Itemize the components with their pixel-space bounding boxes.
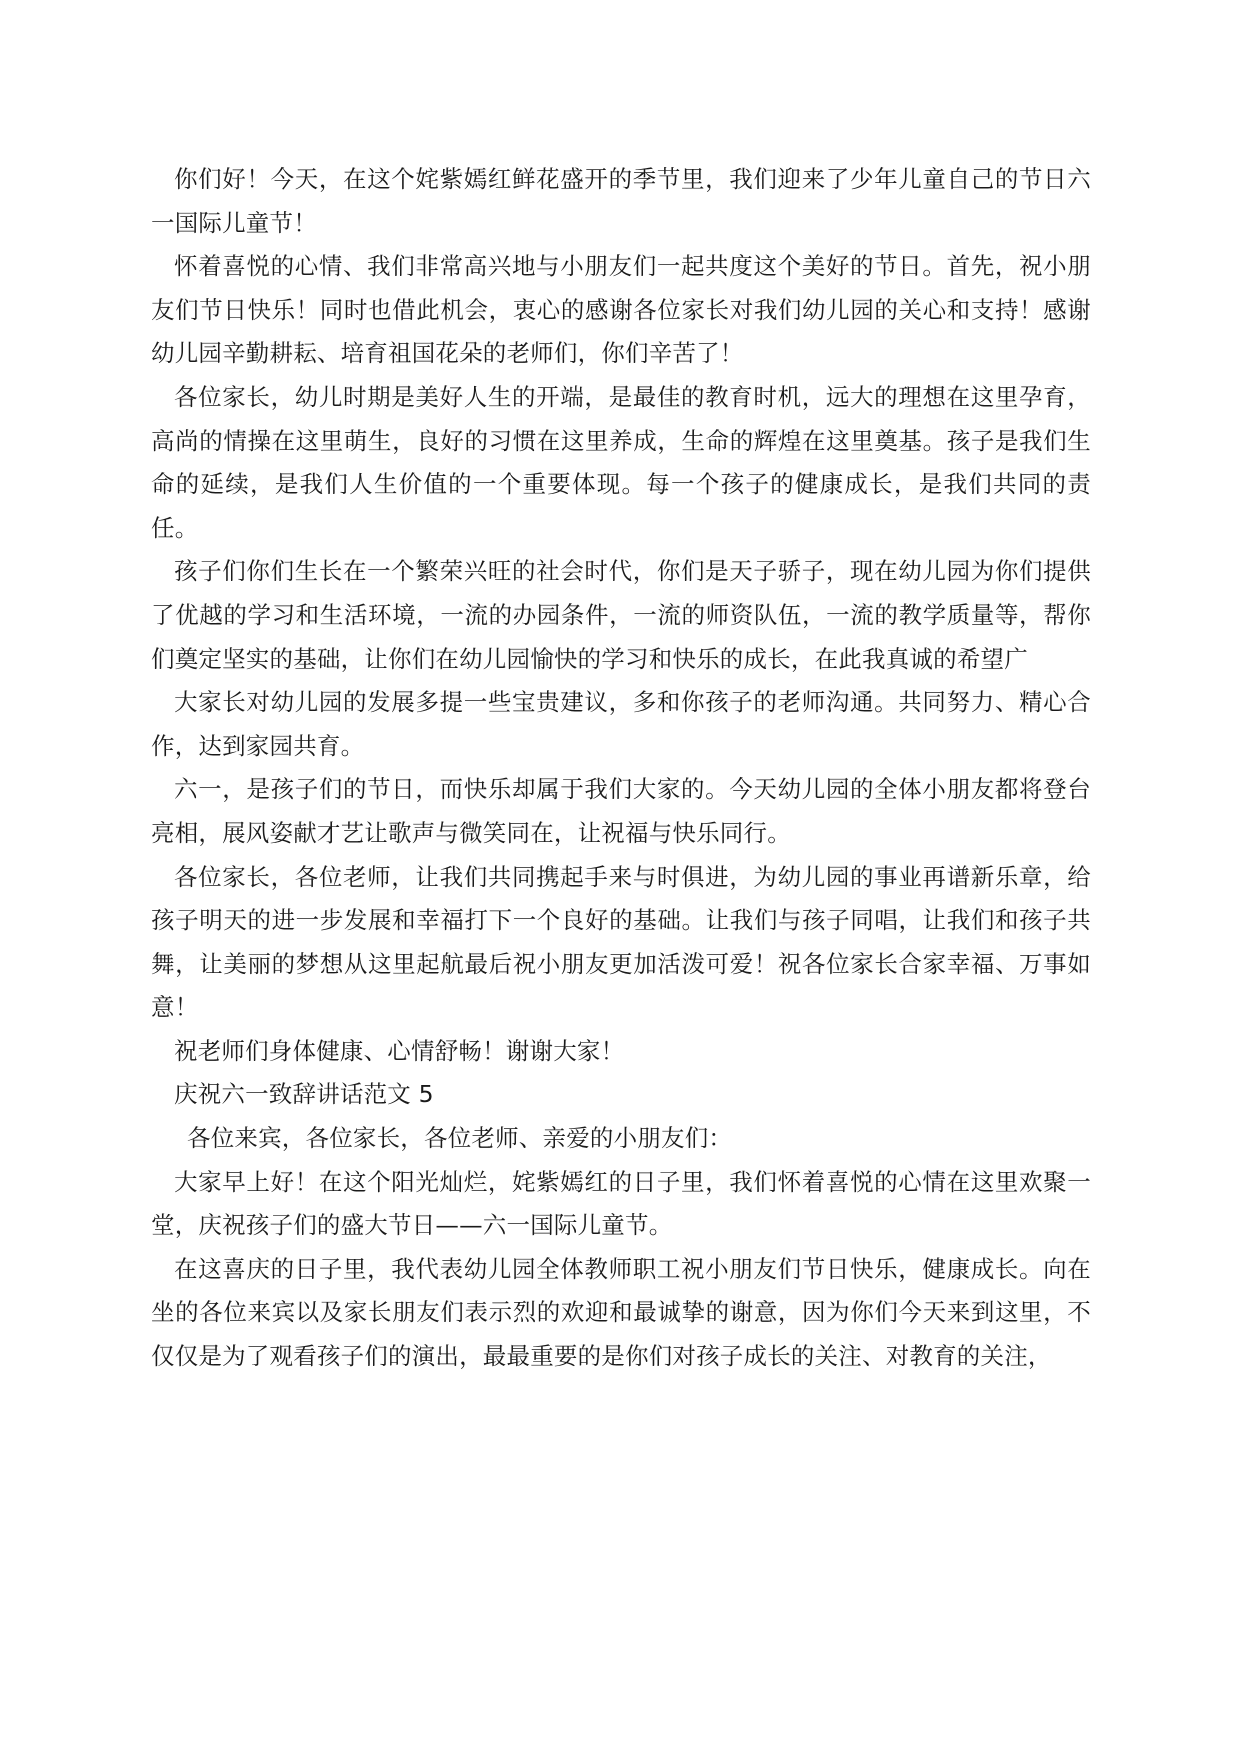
section-heading: 庆祝六一致辞讲话范文 5 bbox=[174, 1080, 434, 1109]
paragraph-welcome: 在这喜庆的日子里，我代表幼儿园全体教师职工祝小朋友们节日快乐，健康成长。向在坐的各位来宾以及家长朋友们表示烈的欢迎和最诚挚的谢意，因为你们今天来到这里，不仅仅是为了观看孩子们的演出，最最重要的是你们对孩子成长的关注、对教育的关注， bbox=[151, 1254, 1091, 1371]
paragraph-thanks: 祝老师们身体健康、心情舒畅！谢谢大家！ bbox=[174, 1036, 625, 1065]
paragraph-suggestions: 大家长对幼儿园的发展多提一些宝贵建议，多和你孩子的老师沟通。共同努力、精心合作，达到家园共育。 bbox=[151, 688, 1091, 760]
paragraph-salutation: 各位来宾，各位家长，各位老师、亲爱的小朋友们： bbox=[187, 1124, 733, 1153]
paragraph-call-to-action: 各位家长，各位老师，让我们共同携起手来与时俱进，为幼儿园的事业再谱新乐章，给孩子明天的进一步发展和幸福打下一个良好的基础。让我们与孩子同唱，让我们和孩子共舞，让美丽的梦想从这里起航最后祝小朋友更加活泼可爱！祝各位家长合家幸福、万事如意！ bbox=[151, 862, 1091, 1022]
paragraph-festival: 六一，是孩子们的节日，而快乐却属于我们大家的。今天幼儿园的全体小朋友都将登台亮相，展风姿献才艺让歌声与微笑同在，让祝福与快乐同行。 bbox=[151, 775, 1091, 847]
paragraph-greeting: 你们好！今天，在这个姹紫嫣红鲜花盛开的季节里，我们迎来了少年儿童自己的节日六一国际儿童节！ bbox=[151, 165, 1091, 237]
paragraph-joy: 怀着喜悦的心情、我们非常高兴地与小朋友们一起共度这个美好的节日。首先，祝小朋友们节日快乐！同时也借此机会，衷心的感谢各位家长对我们幼儿园的关心和支持！感谢幼儿园辛勤耕耘、培育祖国花朵的老师们，你们辛苦了！ bbox=[151, 252, 1091, 368]
paragraph-children: 孩子们你们生长在一个繁荣兴旺的社会时代，你们是天子骄子，现在幼儿园为你们提供了优越的学习和生活环境，一流的办园条件，一流的师资队伍，一流的教学质量等，帮你们奠定坚实的基础，让你们在幼儿园愉快的学习和快乐的成长，在此我真诚的希望广 bbox=[151, 557, 1091, 673]
paragraph-parents: 各位家长，幼儿时期是美好人生的开端，是最佳的教育时机，远大的理想在这里孕育，高尚的情操在这里萌生，良好的习惯在这里养成，生命的辉煌在这里奠基。孩子是我们生命的延续，是我们人生价值的一个重要体现。每一个孩子的健康成长，是我们共同的责任。 bbox=[151, 382, 1091, 542]
paragraph-morning-greeting: 大家早上好！在这个阳光灿烂，姹紫嫣红的日子里，我们怀着喜悦的心情在这里欢聚一堂，庆祝孩子们的盛大节日——六一国际儿童节。 bbox=[151, 1167, 1091, 1240]
document-body bbox=[151, 158, 1091, 1379]
